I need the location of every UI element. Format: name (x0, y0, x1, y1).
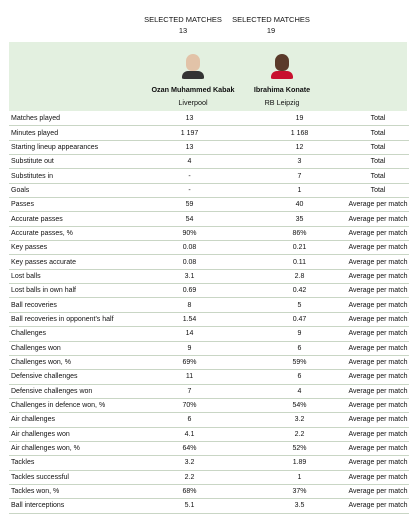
spacer (238, 284, 252, 298)
player-1-value: 0.08 (141, 255, 238, 269)
stat-type: Average per match (347, 241, 409, 255)
stat-type: Total (347, 155, 409, 169)
player-2-value: 0.21 (252, 241, 347, 255)
stat-type: Average per match (347, 484, 409, 498)
stats-row (9, 484, 409, 498)
player-1-value: 4.1 (141, 427, 238, 441)
stats-row (9, 441, 409, 455)
spacer (238, 355, 252, 369)
stat-type: Average per match (347, 269, 409, 283)
stat-label: Tackles (9, 456, 141, 470)
player-1[interactable] (146, 42, 240, 107)
selected-matches-label-2: SELECTED MATCHES (232, 15, 310, 24)
stats-row (9, 212, 409, 226)
stats-row (9, 298, 409, 312)
spacer (238, 183, 252, 197)
player-2-value: 54% (252, 398, 347, 412)
stat-label: Accurate passes (9, 212, 141, 226)
stat-type: Average per match (347, 456, 409, 470)
player-1-value: - (141, 183, 238, 197)
player-1-value: 64% (141, 441, 238, 455)
stats-row (9, 269, 409, 283)
player-2-value: 3 (252, 155, 347, 169)
stat-type: Average per match (347, 370, 409, 384)
player-1-value: 4 (141, 155, 238, 169)
player-2-value: 2.2 (252, 427, 347, 441)
stat-type: Average per match (347, 470, 409, 484)
stats-row (9, 183, 409, 197)
player-1-value: 3.1 (141, 269, 238, 283)
spacer (238, 126, 252, 140)
player-1-value: 1.54 (141, 312, 238, 326)
player-2-value: 37% (252, 484, 347, 498)
stat-type: Average per match (347, 355, 409, 369)
stats-table (9, 112, 409, 514)
stat-label: Challenges in defence won, % (9, 398, 141, 412)
stat-label: Defensive challenges won (9, 384, 141, 398)
player-1-value: 0.08 (141, 241, 238, 255)
player-2-value: 6 (252, 341, 347, 355)
selected-matches-1 (138, 14, 228, 36)
spacer (238, 155, 252, 169)
selected-matches-count-1: 13 (178, 26, 188, 35)
stat-label: Passes (9, 198, 141, 212)
player-2-value: 86% (252, 226, 347, 240)
player-2-value: 0.47 (252, 312, 347, 326)
stat-type: Average per match (347, 198, 409, 212)
stats-row (9, 456, 409, 470)
stat-label: Substitute out (9, 155, 141, 169)
stats-row (9, 398, 409, 412)
stats-row (9, 126, 409, 140)
spacer (238, 169, 252, 183)
spacer (238, 470, 252, 484)
stats-row (9, 140, 409, 154)
stat-type: Average per match (347, 499, 409, 513)
player-2-value: 5 (252, 298, 347, 312)
player-1-value: 59 (141, 198, 238, 212)
player-2-value: 3.5 (252, 499, 347, 513)
player-1-value: 8 (141, 298, 238, 312)
player-2-photo (270, 51, 294, 79)
stat-type: Average per match (347, 384, 409, 398)
stat-label: Challenges (9, 327, 141, 341)
player-1-name: Ozan Muhammed Kabak (151, 85, 235, 94)
stats-row (9, 312, 409, 326)
spacer (238, 398, 252, 412)
player-2-club: RB Leipzig (264, 98, 300, 107)
spacer (238, 499, 252, 513)
stats-row (9, 470, 409, 484)
players-band (9, 42, 407, 111)
spacer (238, 269, 252, 283)
spacer (238, 384, 252, 398)
player-1-club: Liverpool (178, 98, 208, 107)
player-2-value: 3.2 (252, 413, 347, 427)
stat-type: Total (347, 126, 409, 140)
stat-label: Starting lineup appearances (9, 140, 141, 154)
stat-label: Minutes played (9, 126, 141, 140)
stat-type: Average per match (347, 312, 409, 326)
spacer (238, 226, 252, 240)
stats-row (9, 499, 409, 513)
stat-label: Air challenges (9, 413, 141, 427)
stat-type: Average per match (347, 255, 409, 269)
stats-row (9, 370, 409, 384)
stats-row (9, 255, 409, 269)
stats-row (9, 384, 409, 398)
player-2-value: 1 (252, 183, 347, 197)
stat-label: Key passes (9, 241, 141, 255)
player-2-value: 52% (252, 441, 347, 455)
player-1-value: 3.2 (141, 456, 238, 470)
stats-row (9, 427, 409, 441)
stats-row (9, 341, 409, 355)
player-1-value: - (141, 169, 238, 183)
stat-label: Air challenges won, % (9, 441, 141, 455)
spacer (238, 255, 252, 269)
stat-type: Average per match (347, 226, 409, 240)
stat-label: Key passes accurate (9, 255, 141, 269)
selected-matches-label-1: SELECTED MATCHES (144, 15, 222, 24)
player-1-value: 2.2 (141, 470, 238, 484)
spacer (238, 413, 252, 427)
stat-type: Total (347, 169, 409, 183)
stats-row (9, 284, 409, 298)
stat-label: Matches played (9, 112, 141, 126)
player-2-value: 12 (252, 140, 347, 154)
stat-label: Accurate passes, % (9, 226, 141, 240)
stat-type: Average per match (347, 427, 409, 441)
player-1-value: 0.69 (141, 284, 238, 298)
player-1-value: 11 (141, 370, 238, 384)
stat-label: Lost balls (9, 269, 141, 283)
stat-type: Total (347, 112, 409, 126)
stats-row (9, 169, 409, 183)
player-2-value: 0.11 (252, 255, 347, 269)
player-2-value: 4 (252, 384, 347, 398)
player-2-value: 35 (252, 212, 347, 226)
player-2-value: 6 (252, 370, 347, 384)
spacer (238, 370, 252, 384)
spacer (238, 298, 252, 312)
stat-label: Tackles won, % (9, 484, 141, 498)
player-1-value: 5.1 (141, 499, 238, 513)
stat-label: Tackles successful (9, 470, 141, 484)
player-1-value: 54 (141, 212, 238, 226)
spacer (238, 140, 252, 154)
player-2-name: Ibrahima Konate (253, 85, 311, 94)
stats-row (9, 355, 409, 369)
stat-type: Average per match (347, 327, 409, 341)
stats-row (9, 112, 409, 126)
stat-type: Average per match (347, 284, 409, 298)
spacer (238, 198, 252, 212)
player-2-value: 1.89 (252, 456, 347, 470)
player-1-value: 90% (141, 226, 238, 240)
player-1-value: 1 197 (141, 126, 238, 140)
stat-label: Challenges won, % (9, 355, 141, 369)
stat-label: Air challenges won (9, 427, 141, 441)
spacer (238, 441, 252, 455)
stat-type: Average per match (347, 413, 409, 427)
player-1-value: 69% (141, 355, 238, 369)
spacer (238, 484, 252, 498)
stat-label: Challenges won (9, 341, 141, 355)
stats-row (9, 226, 409, 240)
player-1-value: 6 (141, 413, 238, 427)
player-1-value: 9 (141, 341, 238, 355)
player-2-value: 40 (252, 198, 347, 212)
player-1-value: 14 (141, 327, 238, 341)
spacer (238, 112, 252, 126)
player-2-value: 1 (252, 470, 347, 484)
stat-label: Substitutes in (9, 169, 141, 183)
spacer (238, 212, 252, 226)
player-1-value: 13 (141, 140, 238, 154)
player-1-value: 68% (141, 484, 238, 498)
stat-label: Defensive challenges (9, 370, 141, 384)
stat-label: Lost balls in own half (9, 284, 141, 298)
selected-matches-2 (226, 14, 316, 36)
stats-row (9, 198, 409, 212)
stat-label: Ball recoveries (9, 298, 141, 312)
player-2-value: 1 168 (252, 126, 347, 140)
player-1-value: 70% (141, 398, 238, 412)
stat-type: Total (347, 140, 409, 154)
stat-type: Average per match (347, 341, 409, 355)
stat-type: Average per match (347, 441, 409, 455)
stat-label: Goals (9, 183, 141, 197)
player-2-value: 2.8 (252, 269, 347, 283)
player-2-value: 19 (252, 112, 347, 126)
stat-type: Average per match (347, 212, 409, 226)
player-2[interactable] (235, 42, 329, 107)
stat-type: Average per match (347, 298, 409, 312)
player-1-photo (181, 51, 205, 79)
stats-row (9, 241, 409, 255)
stats-row (9, 155, 409, 169)
stat-label: Ball recoveries in opponent's half (9, 312, 141, 326)
spacer (238, 312, 252, 326)
spacer (238, 241, 252, 255)
player-1-value: 13 (141, 112, 238, 126)
player-2-value: 9 (252, 327, 347, 341)
stat-label: Ball interceptions (9, 499, 141, 513)
spacer (238, 427, 252, 441)
player-2-value: 0.42 (252, 284, 347, 298)
spacer (238, 327, 252, 341)
stat-type: Average per match (347, 398, 409, 412)
stats-row (9, 413, 409, 427)
stats-row (9, 327, 409, 341)
spacer (238, 341, 252, 355)
player-2-value: 7 (252, 169, 347, 183)
spacer (238, 456, 252, 470)
stat-type: Total (347, 183, 409, 197)
player-2-value: 59% (252, 355, 347, 369)
selected-matches-count-2: 19 (266, 26, 276, 35)
player-1-value: 7 (141, 384, 238, 398)
